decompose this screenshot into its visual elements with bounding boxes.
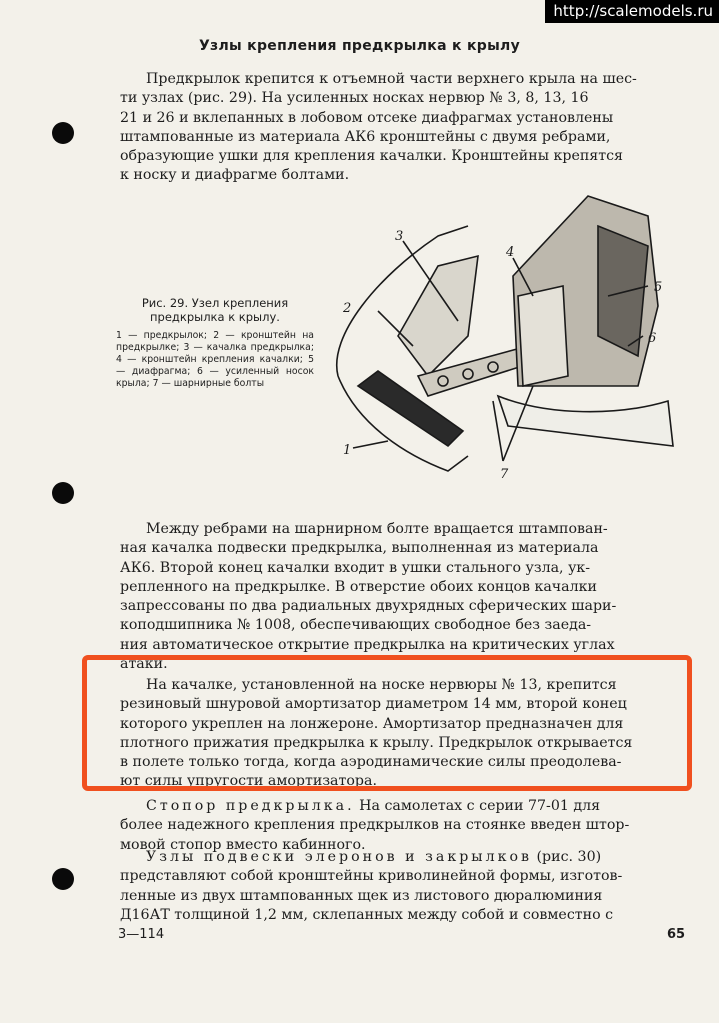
text-line: АК6. Второй конец качалки входит в ушки стального узла, ук-	[120, 559, 591, 576]
text-line: ленные из двух штампованных щек из листового дюралюминия	[120, 887, 603, 904]
leader-line	[353, 441, 388, 448]
callout-3: 3	[395, 229, 404, 244]
text-line: представляют собой кронштейны криволинейной формы, изготов-	[120, 868, 623, 885]
text-line	[120, 848, 686, 867]
callout-5: 5	[654, 280, 663, 295]
callout-7: 7	[500, 467, 509, 482]
text-line: ния автоматическое открытие предкрылка на критических углах	[120, 636, 615, 653]
callout-6: 6	[648, 331, 657, 346]
text-line: На качалке, установленной на носке нервюры № 13, крепится	[146, 677, 617, 693]
section-heading: Узлы крепления предкрылка к крылу	[198, 38, 521, 54]
text-line: к носку и диафрагме болтами.	[120, 167, 350, 184]
watermark: http://scalemodels.ru	[545, 0, 719, 23]
binder-hole-top	[52, 122, 74, 144]
text-line: которого укреплен на лонжероне. Амортизатор предназначен для	[120, 715, 624, 732]
printer-signature: 3—114	[118, 927, 165, 942]
text-line: 21 и 26 и вклепанных в лобовом отсеке диафрагмах установлены	[120, 109, 614, 126]
slat-bracket	[398, 256, 478, 376]
paragraph-term: Узлы подвески элеронов и закрылков	[146, 849, 532, 865]
paragraph-term: Стопор предкрылка.	[146, 798, 355, 814]
callout-4: 4	[506, 245, 515, 260]
figure-caption	[116, 296, 314, 390]
text-line: Д16АТ толщиной 1,2 мм, склепанных между собой и совместно с	[120, 906, 614, 923]
text-fragment: (рис. 30)	[532, 849, 602, 865]
text-line: атаки.	[120, 656, 168, 673]
text-line: коподшипника № 1008, обеспечивающих свободное без заеда-	[120, 617, 592, 634]
callout-2: 2	[343, 301, 352, 316]
highlight-box	[82, 655, 692, 791]
rocker-bracket	[518, 286, 568, 386]
paragraph-1	[120, 70, 686, 186]
binder-hole-bottom	[52, 868, 74, 890]
text-line	[120, 797, 686, 816]
text-line: штампованные из материала АК6 кронштейны с двумя ребрами,	[120, 128, 611, 145]
text-line: ная качалка подвески предкрылка, выполненная из материала	[120, 540, 599, 557]
paragraph-4	[120, 797, 686, 855]
text-line: ют силы упругости амортизатора.	[120, 773, 377, 790]
callout-1: 1	[343, 443, 352, 458]
figure-29-drawing	[318, 186, 678, 486]
text-line: запрессованы по два радиальных двухрядных сферических шари-	[120, 598, 617, 615]
text-line: Предкрылок крепится к отъемной части верхнего крыла на шес-	[146, 71, 637, 87]
paragraph-5	[120, 848, 686, 925]
text-line: мовой стопор вместо кабинного.	[120, 836, 366, 853]
wing-skin	[498, 396, 673, 446]
binder-hole-middle	[52, 482, 74, 504]
page-number: 65	[667, 927, 686, 942]
text-line: в полете только тогда, когда аэродинамические силы преодолева-	[120, 754, 622, 771]
diaphragm	[598, 226, 648, 356]
text-line: образующие ушки для крепления качалки. Кронштейны крепятся	[120, 148, 623, 165]
paragraph-2	[120, 520, 686, 674]
text-line: резиновый шнуровой амортизатор диаметром 14 мм, второй конец	[120, 696, 627, 713]
text-fragment: На самолетах с серии 77-01 для	[354, 798, 601, 814]
text-line: более надежного крепления предкрылков на стоянке введен штор-	[120, 817, 630, 834]
figure-caption-legend: 1 — предкрылок; 2 — кронштейн на предкрылке; 3 — качалка предкрылка; 4 — кронштейн крепления качалки; 5 — диафрагма; 6 — усиленный носок крыла; 7 — шарнирные болты	[116, 330, 314, 389]
text-line: ти узлах (рис. 29). На усиленных носках нервюр № 3, 8, 13, 16	[120, 90, 589, 107]
figure-caption-title: Рис. 29. Узел крепления предкрылка к крылу.	[141, 296, 289, 324]
text-line: репленного на предкрылке. В отверстие обоих концов качалки	[120, 578, 597, 595]
text-line: Между ребрами на шарнирном болте вращается штампован-	[146, 521, 608, 537]
text-line: плотного прижатия предкрылка к крылу. Предкрылок открывается	[120, 734, 633, 751]
